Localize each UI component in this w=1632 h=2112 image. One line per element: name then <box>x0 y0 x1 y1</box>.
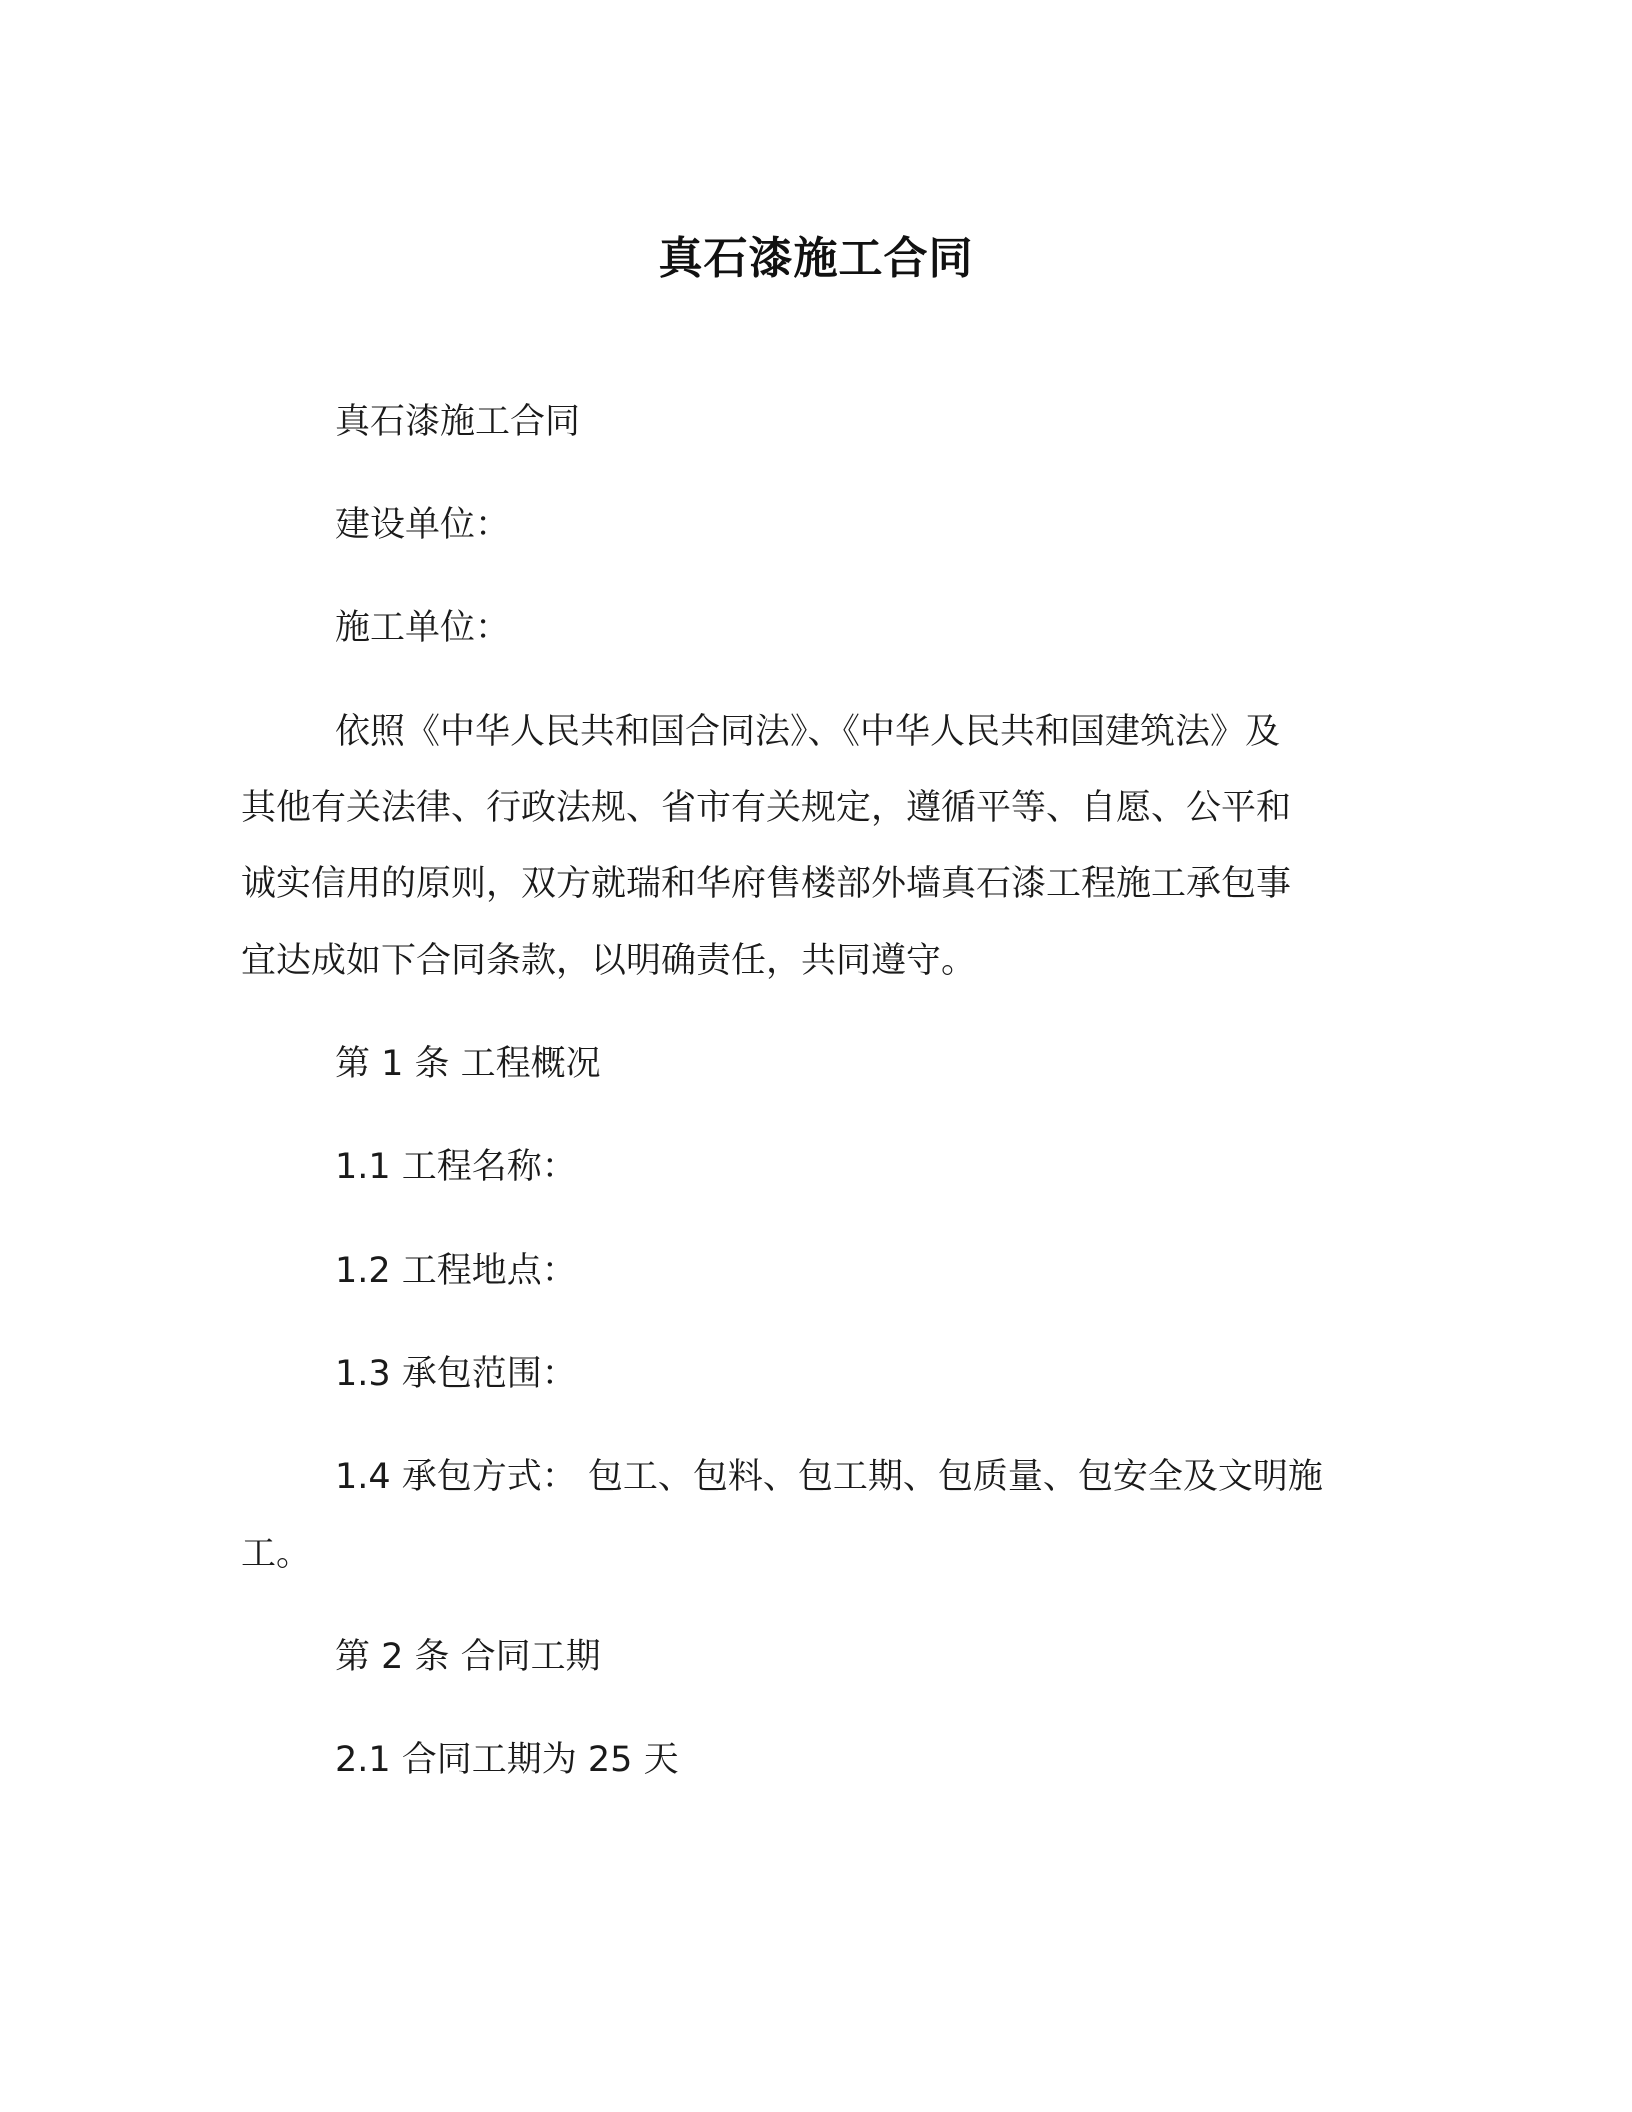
article-1-heading: 第 1 条 工程概况 <box>335 1044 601 1084</box>
document-title: 真石漆施工合同 <box>658 233 974 284</box>
preamble-line: 依照《中华人民共和国合同法》、《中华人民共和国建筑法》及 <box>335 712 1281 752</box>
construction-unit-field: 建设单位： <box>335 505 511 545</box>
clause-1-1: 1.1 工程名称： <box>335 1147 577 1187</box>
clause-1-4: 1.4 承包方式： 包工、包料、包工期、包质量、包安全及文明施 <box>335 1457 1323 1497</box>
article-2-heading: 第 2 条 合同工期 <box>335 1637 601 1677</box>
contract-heading: 真石漆施工合同 <box>335 402 581 442</box>
preamble-line: 诚实信用的原则，双方就瑞和华府售楼部外墙真石漆工程施工承包事 <box>241 864 1292 904</box>
clause-1-4-continued: 工。 <box>241 1534 312 1574</box>
clause-1-3: 1.3 承包范围： <box>335 1354 577 1394</box>
clause-1-2: 1.2 工程地点： <box>335 1251 577 1291</box>
contractor-unit-field: 施工单位： <box>335 608 511 648</box>
preamble-line: 其他有关法律、行政法规、省市有关规定，遵循平等、自愿、公平和 <box>241 788 1292 828</box>
preamble-line: 宜达成如下合同条款，以明确责任，共同遵守。 <box>241 941 977 981</box>
clause-2-1: 2.1 合同工期为 25 天 <box>335 1740 679 1780</box>
